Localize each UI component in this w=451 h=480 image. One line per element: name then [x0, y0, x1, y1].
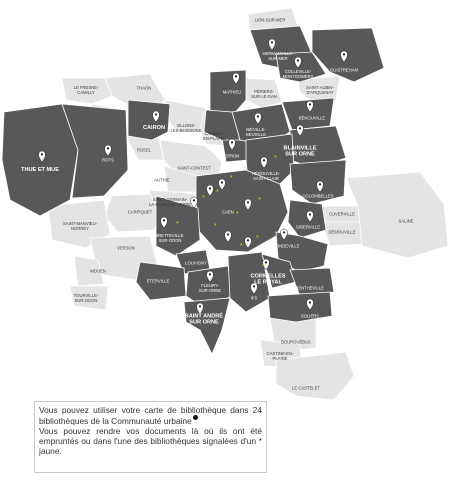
label-thaon: THAON: [136, 85, 152, 91]
yellow-star-icon: *: [258, 197, 261, 204]
zone-cairon: [128, 100, 170, 140]
label-rosel: ROSEL: [136, 147, 152, 153]
label-mondeville: MONDEVILLE: [272, 243, 300, 249]
legend-line-1: Vous pouvez utiliser votre carte de bibliothèque dans 24 bibliothèques de la Communauté urbaine: [39, 405, 262, 426]
label-cairon: CAIRON: [142, 124, 166, 131]
legend-line-2: Vous pouvez rendre vos documents là où ils ont été empruntés ou dans l'une des bibliothèques signalées d'un * jaune.: [39, 425, 262, 456]
yellow-star-icon: *: [214, 223, 217, 230]
label-rots: ROTS: [102, 157, 114, 163]
label-lion-sur-mer: LION-SUR-MER: [254, 17, 286, 23]
label-bieville-beuville: BIÉVILLE- BEUVILLE: [245, 127, 267, 137]
label-eterville: ETERVILLE: [146, 278, 170, 284]
label-ifs: IFS: [250, 295, 258, 301]
label-giberville: GIBERVILLE: [295, 224, 321, 230]
label-benouville: BÉNOUVILLE: [298, 115, 326, 121]
label-saint-manvieu-norrey: SAINT-MANVIEU- NORREY: [63, 221, 97, 231]
label-bretteville-sur-odon: BRETTEVILLE- SUR-ODON: [155, 233, 185, 243]
yellow-star-icon: *: [240, 243, 243, 250]
label-louvigny: LOUVIGNY: [185, 260, 207, 266]
label-soliers: SOLIERS: [300, 313, 320, 319]
label-colombelles: COLOMBELLES: [302, 193, 334, 199]
yellow-star-icon: *: [274, 155, 277, 162]
label-saint-contest: SAINT-CONTEST: [177, 165, 211, 171]
label-le-fresne-camilly: LE FRESNE- CAMILLY: [73, 85, 99, 95]
legend-box: [34, 401, 267, 473]
label-cuverville: CUVERVILLE: [329, 211, 355, 217]
label-tourville-sur-odon: TOURVILLE- SUR-ODON: [73, 293, 99, 303]
yellow-star-icon: *: [236, 211, 239, 218]
label-villons: VILLONS- LES-BUISSONS: [170, 123, 202, 133]
label-periers-sur-le-dan: PÉRIERS- SUR-LE-DAN: [251, 89, 277, 99]
zone-saline: [346, 172, 448, 258]
label-saint-germain: SAINT-GERMAIN- LA-BLANCHE-HERBE: [148, 197, 192, 207]
zone-thue-et-mue: [2, 104, 78, 216]
label-thue-et-mue: THUE ET MUE: [21, 166, 59, 173]
label-ouistreham: OUISTREHAM: [330, 67, 358, 73]
label-saint-andre-sur-orne: SAINT ANDRÉ SUR ORNE: [184, 313, 224, 326]
yellow-star-icon: *: [216, 189, 219, 196]
yellow-star-icon: *: [230, 175, 233, 182]
label-mathieu: MATHIEU: [222, 89, 242, 95]
yellow-star-icon: *: [256, 235, 259, 242]
label-blainville: BLAINVILLE SUR ORNE: [283, 145, 317, 158]
yellow-star-icon: *: [202, 195, 205, 202]
zone-caen: [196, 170, 288, 252]
label-le-castelet: LE CASTELET: [292, 385, 320, 391]
label-cormelles-le-royal: CORMELLES LE ROYAL: [250, 273, 286, 286]
label-epron: EPRON: [224, 153, 240, 159]
label-fleury-sur-orne: FLEURY- SUR-ORNE: [198, 283, 222, 293]
yellow-star-icon: *: [262, 263, 265, 270]
label-hermanville: HERMANVILLE- SUR-MER: [262, 51, 294, 61]
label-cambes: CAMBES- EN-PLAINE: [202, 131, 226, 141]
label-grentheville: GRENTHEVILLE: [292, 285, 324, 291]
yellow-star-icon: *: [176, 221, 179, 228]
label-demouville: DÉMOUVILLE: [328, 229, 356, 235]
zone-giberville: [288, 200, 326, 238]
label-carpiquet: CARPIQUET: [127, 209, 153, 215]
label-verson: VERSON: [117, 245, 135, 251]
label-authie: AUTHIE: [154, 177, 170, 183]
label-saint-aubin: SAINT-AUBIN- D'ARQUENAY: [306, 85, 334, 95]
label-caen: CAEN: [222, 209, 234, 215]
label-castine-en-plaine: CASTINE-EN- PLAINE: [266, 351, 294, 361]
label-bourguebus: BOURGUÉBUS: [281, 339, 311, 345]
label-herouville: HÉROUVILLE- SAINT-CLAIR: [252, 171, 280, 181]
label-saline: SALINE: [398, 218, 414, 224]
label-colleville: COLLEVILLE- MONTGOMERY: [282, 69, 314, 79]
label-mouen: MOUEN: [90, 268, 106, 274]
library-dot-icon: [193, 415, 198, 420]
